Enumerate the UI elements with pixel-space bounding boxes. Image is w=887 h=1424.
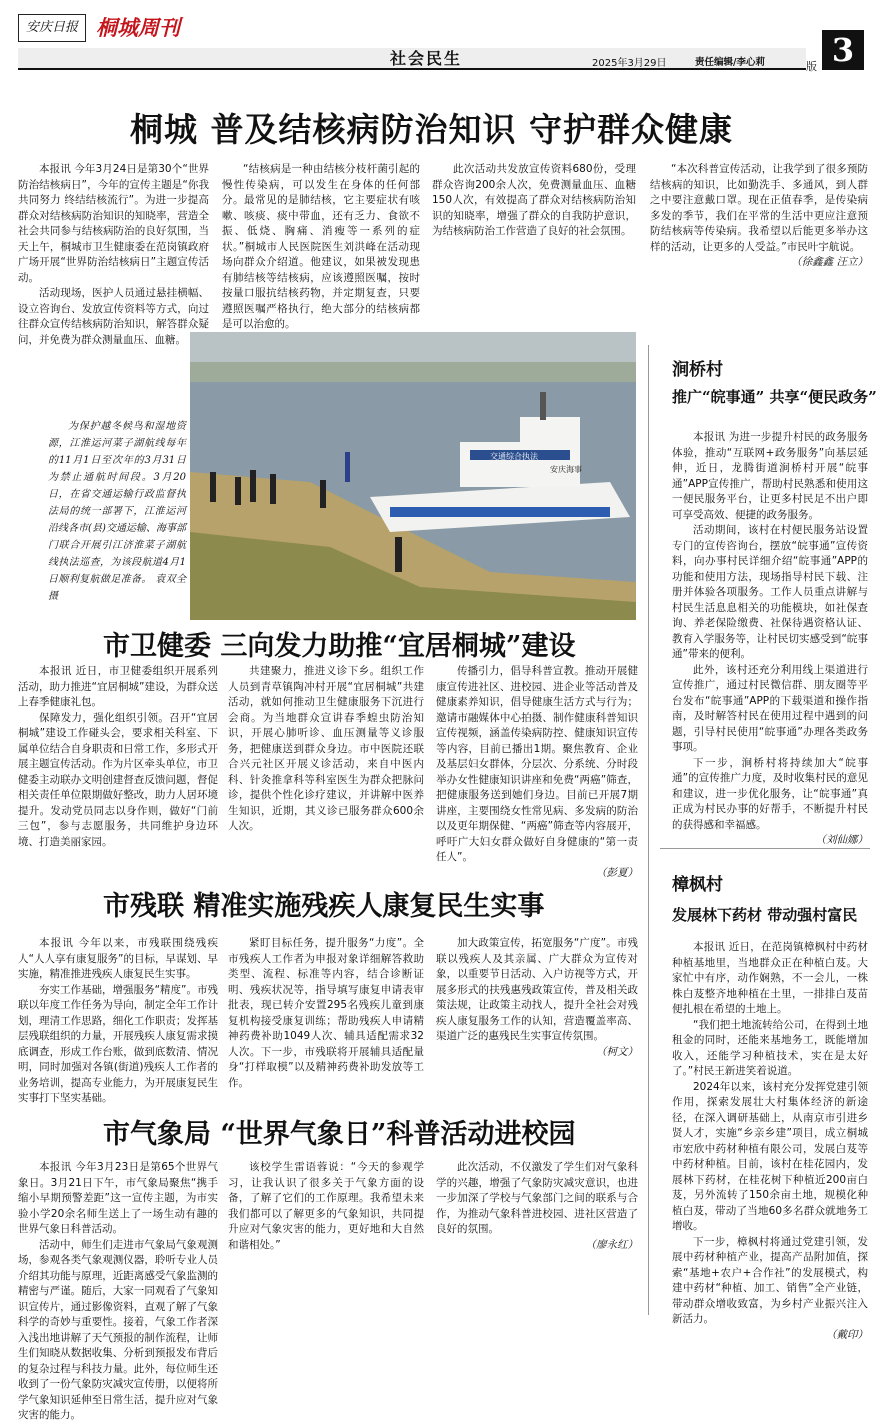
article1-paragraph: “结核病是一种由结核分枝杆菌引起的慢性传染病，可以发生在身体的任何部分。最常见的是肺结核，它主要症状有咳嗽、咳痰、痰中带血，还有乏力、食欲不振、低烧、胸痛、消瘦等一系列的症状。”桐城市人民医院医生刘洪峰在活动现场向群众介绍道。他建议，如果被发现患有肺结核等结核病，应该遵照医嘱，按时按量口服抗结核药物，并定期复查，只要遵照医嘱严格执行，绝大部分的结核病都是可以治愈的。 — [222, 163, 420, 330]
article3-paragraph: 加大政策宣传，拓宽服务“广度”。市残联以残疾人及其亲属、广大群众为宣传对象，以重要节日活动、入户访视等方式，开展多形式的扶残惠残政策宣传，普及相关政策法规，让政策主动找人，提升全社会对残疾人康复服务工作的认知，营造覆盖率高、渠道广泛的惠残民生实事宣传氛围。 — [436, 937, 638, 1042]
article3-paragraph: 夯实工作基础，增强服务“精度”。市残联以年度工作任务为导向，制定全年工作计划，理清工作思路，细化工作职责；发挥基层残联组织的力量，开展残疾人康复需求摸底调查，形成工作台账，做到底数清、情况明，同时加强对各镇(街道)残疾人工作者的业务培训，提高专业能力，为开展康复民生实事打下坚实基础。 — [18, 983, 218, 1104]
page-label: 版 — [806, 60, 817, 73]
news-photo — [190, 332, 636, 620]
side1-paragraph: 此外，该村还充分利用线上渠道进行宣传推广，通过村民微信群、朋友圈等平台发布“皖事通”APP的下载渠道和操作指南，及时解答村民在使用过程中遇到的问题，引导村民使用“皖事通”办理各类政务事项。 — [672, 663, 868, 753]
sidebar-divider — [648, 345, 649, 1315]
ship-photo-illustration — [190, 332, 636, 620]
article1-column-4 — [650, 162, 868, 332]
article2-column-3 — [436, 664, 638, 879]
article1-column-3 — [432, 162, 636, 332]
article2-paragraph: 共建聚力，推进义诊下乡。组织工作人员到青草镇陶冲村开展“宜居桐城”共建活动，就如何推动卫生健康服务下沉进行会商。为当地群众宣讲春季蝗虫防治知识，开展心肺听诊、血压测量等义诊服务，把健康送到群众身边。市中医院还联合兴元社区开展义诊活动，来自中医内科、针灸推拿科等科室医生为群众把脉问诊，提供个性化诊疗建议，并讲解中医养生知识，近期，其义诊已服务群众600余人次。 — [228, 665, 424, 832]
photo-caption — [48, 418, 186, 605]
side1-column — [672, 430, 868, 846]
article1-headline: 桐城 普及结核病防治知识 守护群众健康 — [130, 110, 733, 149]
article1-byline: （徐鑫鑫 汪立） — [791, 256, 868, 268]
article1-column-1 — [18, 162, 209, 346]
side2-paragraph: 下一步，樟枫村将通过党建引领，发展中药材种植产业，提高产品附加值，探索“基地+农户+合作社”的发展模式，构建中药材“种植、加工、销售”全产业链，带动群众增收致富，为乡村产业振兴注入新活力。 — [672, 1235, 868, 1325]
article1-column-2 — [222, 162, 420, 332]
side2-byline: （戴印） — [826, 1328, 868, 1341]
ship-label-2: 安庆海事 — [550, 465, 582, 474]
photo-caption-text: 为保护越冬候鸟和湿地资源，江淮运河菜子湖航线每年的11月1日至次年的3月31日为禁止通航时间段。3月20日，在省交通运输行政监督执法局的统一部署下，江淮运河沿线各市(县)交通运输、海事部门联合开展引江济淮菜子湖航线执法巡查，为该段航道4月1日顺利复航做足准备。 袁双全 摄 — [48, 421, 186, 602]
side2-paragraph: 本报讯 近日，在范岗镇樟枫村中药材种植基地里，当地群众正在种植白芨。大家忙中有序，动作娴熟，不一会儿，一株株白芨整齐地种植在土里，一排排白芨苗便扎根在希望的土地上。 — [672, 941, 868, 1015]
article4-column-2 — [228, 1160, 424, 1316]
side1-byline: （刘仙娜） — [815, 834, 868, 846]
newspaper-logo: 安庆日报 — [18, 14, 86, 42]
sidebar-section-rule — [660, 848, 870, 849]
article1-paragraph: 活动现场，医护人员通过悬挂横幅、设立咨询台、发放宣传资料等方式，向过往群众宣传结核病防治知识，解答群众疑问，并免费为群众测量血压、血糖。 — [18, 287, 209, 346]
article4-paragraph: 活动中，师生们走进市气象局气象观测场，参观各类气象观测仪器，聆听专业人员介绍其功能与原理，近距离感受气象监测的精密与严谨。随后，大家一同观看了气象知识宣传片，通过影像资料，直观了解了气象科学的奇妙与重要性。接着，气象工作者深入浅出地讲解了天气预报的制作流程，让师生们知晓从数据收集、分析到预报发布背后的复杂过程与科技力量。此外，每位师生还收到了一份气象防灾减灾宣传册，以便将所学气象知识延伸至日常生活，提升应对气象灾害的能力。 — [18, 1238, 218, 1421]
issue-date: 2025年3月29日 — [592, 58, 667, 69]
article3-column-3 — [436, 936, 638, 1088]
side1-paragraph: 下一步，涧桥村将持续加大“皖事通”的宣传推广力度，及时收集村民的意见和建议，进一步优化服务，让“皖事通”真正成为村民办事的好帮手，不断提升村民的获得感和幸福感。 — [672, 756, 868, 831]
article1-paragraph: “本次科普宣传活动，让我学到了很多预防结核病的知识，比如勤洗手、多通风，到人群之中要注意戴口罩。现在正值春季，是传染病多发的季节，我们在平常的生活中更应注意预防结核病等传染病。我希望以后能更多举办这样的活动，让更多的人受益。”市民叶宇航说。 — [650, 163, 868, 253]
side2-paragraph: 2024年以来，该村充分发挥党建引领作用，探索发展壮大村集体经济的新途径，在深入调研基础上，从南京市引进乡贤人才，实施“乡亲乡建”项目，成立桐城市宏欣中药材种植有限公司，发展白芨等中药材种植。目前，该村在桂花园内，发展林下药材，在桂花树下种植近200亩白芨，另外流转了150余亩土地，规模化种植白芨，带动了当地60多名群众就地务工增收。 — [672, 1080, 868, 1232]
article2-paragraph: 传播引力，倡导科普宣教。推动开展健康宣传进社区、进校园、进企业等活动普及健康素养知识，倡导健康生活方式与行为；邀请市融媒体中心拍摄、制作健康科普知识宣传视频，涵盖传染病防控、健康知识宣传等内容，目前已播出1期。聚焦教育、企业及基层妇女群体，分层次、分系统、分时段举办女性健康知识讲座和免费“两癌”筛查，把健康服务送到她们身边。目前已开展7期讲座，主要围绕女性常见病、多发病的防治以及更年期保健、“两癌”筛查等内容展开，呼吁广大妇女群众做好自身健康的“第一责任人”。 — [436, 665, 638, 863]
article2-paragraph: 本报讯 近日，市卫健委组织开展系列活动，助力推进“宜居桐城”建设，为群众送上春季健康礼包。 — [18, 665, 218, 708]
article4-byline: （廖永红） — [585, 1238, 638, 1251]
article3-column-1 — [18, 936, 218, 1104]
article1-paragraph: 此次活动共发放宣传资料680份，受理群众咨询200余人次，免费测量血压、血糖150人次，有效提高了群众对结核病防治知识的知晓率，增强了群众的自我防护意识，为结核病防治工作营造了良好的社会氛围。 — [432, 163, 636, 237]
side1-paragraph: 本报讯 为进一步提升村民的政务服务体验，推动“互联网+政务服务”向基层延伸，近日，龙腾街道涧桥村开展“皖事通”APP宣传推广，帮助村民熟悉和使用这一便民服务平台，让更多村民足不出户即可享受高效、便捷的政务服务。 — [672, 431, 868, 521]
masthead — [0, 0, 887, 80]
editor-credit: 责任编辑/李心莉 — [695, 57, 765, 68]
article2-column-1 — [18, 664, 218, 860]
side2-kicker: 樟枫村 — [672, 875, 723, 895]
side1-headline: 推广“皖事通” 共享“便民政务” — [672, 388, 877, 406]
article2-paragraph: 保障发力，强化组织引领。召开“宜居桐城”建设工作碰头会，要求相关科室、下属单位结合自身职责和日常工作，多形式开展主题宣传活动。作为片区牵头单位，市卫健委主动联办文明创建督查反馈问题，督促相关责任单位限期做好整改，助力人居环境提升。发动党员同志以身作则，做好“门前三包”，参与志愿服务，共同维护身边环境、打造美丽家园。 — [18, 711, 218, 848]
article1-paragraph: 本报讯 今年3月24日是第30个“世界防治结核病日”，今年的宣传主题是“你我共同努力 终结结核流行”。为进一步提高群众对结核病防治知识的知晓率，营造全社会共同参与结核病防治的良好氛围，当天上午，桐城市卫生健康委在范岗镇政府广场开展“世界防治结核病日”主题宣传活动。 — [18, 163, 209, 284]
article4-column-3 — [436, 1160, 638, 1316]
supplement-logo: 桐城周刊 — [96, 15, 180, 40]
article2-column-2 — [228, 664, 424, 860]
article3-headline: 市残联 精准实施残疾人康复民生实事 — [103, 891, 545, 922]
article4-paragraph: 此次活动，不仅激发了学生们对气象科学的兴趣，增强了气象防灾减灾意识，也进一步加深了学校与气象部门之间的联系与合作，为推动气象科普进校园、进社区营造了良好的氛围。 — [436, 1161, 638, 1235]
side2-headline: 发展林下药材 带动强村富民 — [672, 906, 858, 924]
side1-kicker: 涧桥村 — [672, 360, 723, 380]
article3-paragraph: 紧盯目标任务，提升服务“力度”。全市残疾人工作者为申报对象详细解答救助类型、流程、标准等内容，结合诊断证明、残疾状况等，指导填写康复申请表审批表，现已转介安置295名残疾儿童到康复机构接受康复训练；帮助残疾人申请精神药费补助1049人次、辅具适配需求32人次。下一步，市残联将开展辅具适配量身“打样取模”以及精神药费补助发放等工作。 — [228, 937, 424, 1089]
article4-paragraph: 该校学生雷语蓉说：“今天的参观学习，让我认识了很多关于气象方面的设备，了解了它们的工作原理。我希望未来我们都可以了解更多的气象知识，共同提升应对气象灾害的能力，更好地和大自然和谐相处。” — [228, 1161, 424, 1251]
article2-byline: （彭夏） — [596, 866, 638, 879]
article4-paragraph: 本报讯 今年3月23日是第65个世界气象日。3月21日下午，市气象局聚焦“携手缩小早期预警差距”这一宣传主题，为市实验小学20余名师生送上了一场生动有趣的世界气象日科普活动。 — [18, 1161, 218, 1235]
side2-paragraph: “我们把土地流转给公司，在得到土地租金的同时，还能来基地务工，既能增加收入，还能学习种植技术，实在是太好了。”村民王新进笑着说道。 — [672, 1018, 868, 1077]
section-title: 社会民生 — [390, 49, 463, 68]
page-number: 3 — [822, 30, 864, 70]
side2-column — [672, 940, 868, 1341]
article3-column-2 — [228, 936, 424, 1088]
article2-headline: 市卫健委 三向发力助推“宜居桐城”建设 — [103, 631, 576, 662]
article4-column-1 — [18, 1160, 218, 1421]
ship-label-1: 交通综合执法 — [490, 452, 538, 461]
side1-paragraph: 活动期间，该村在村便民服务站设置专门的宣传咨询台，摆放“皖事通”宣传资料，向办事村民详细介绍“皖事通”APP的功能和使用方法，现场指导村民下载、注册并体验各项服务。工作人员重点讲解与村民生活息息相关的功能模块，如社保查询、养老保险缴费、社保待遇资格认证、教育入学服务等，让村民切实感受到“皖事通”带来的便利。 — [672, 524, 868, 660]
article3-paragraph: 本报讯 今年以来，市残联围绕残疾人“人人享有康复服务”的目标，早谋划、早实施，精准推进残疾人康复民生实事。 — [18, 937, 218, 980]
article3-byline: （柯文） — [596, 1045, 638, 1058]
article4-headline: 市气象局 “世界气象日”科普活动进校园 — [103, 1119, 576, 1150]
